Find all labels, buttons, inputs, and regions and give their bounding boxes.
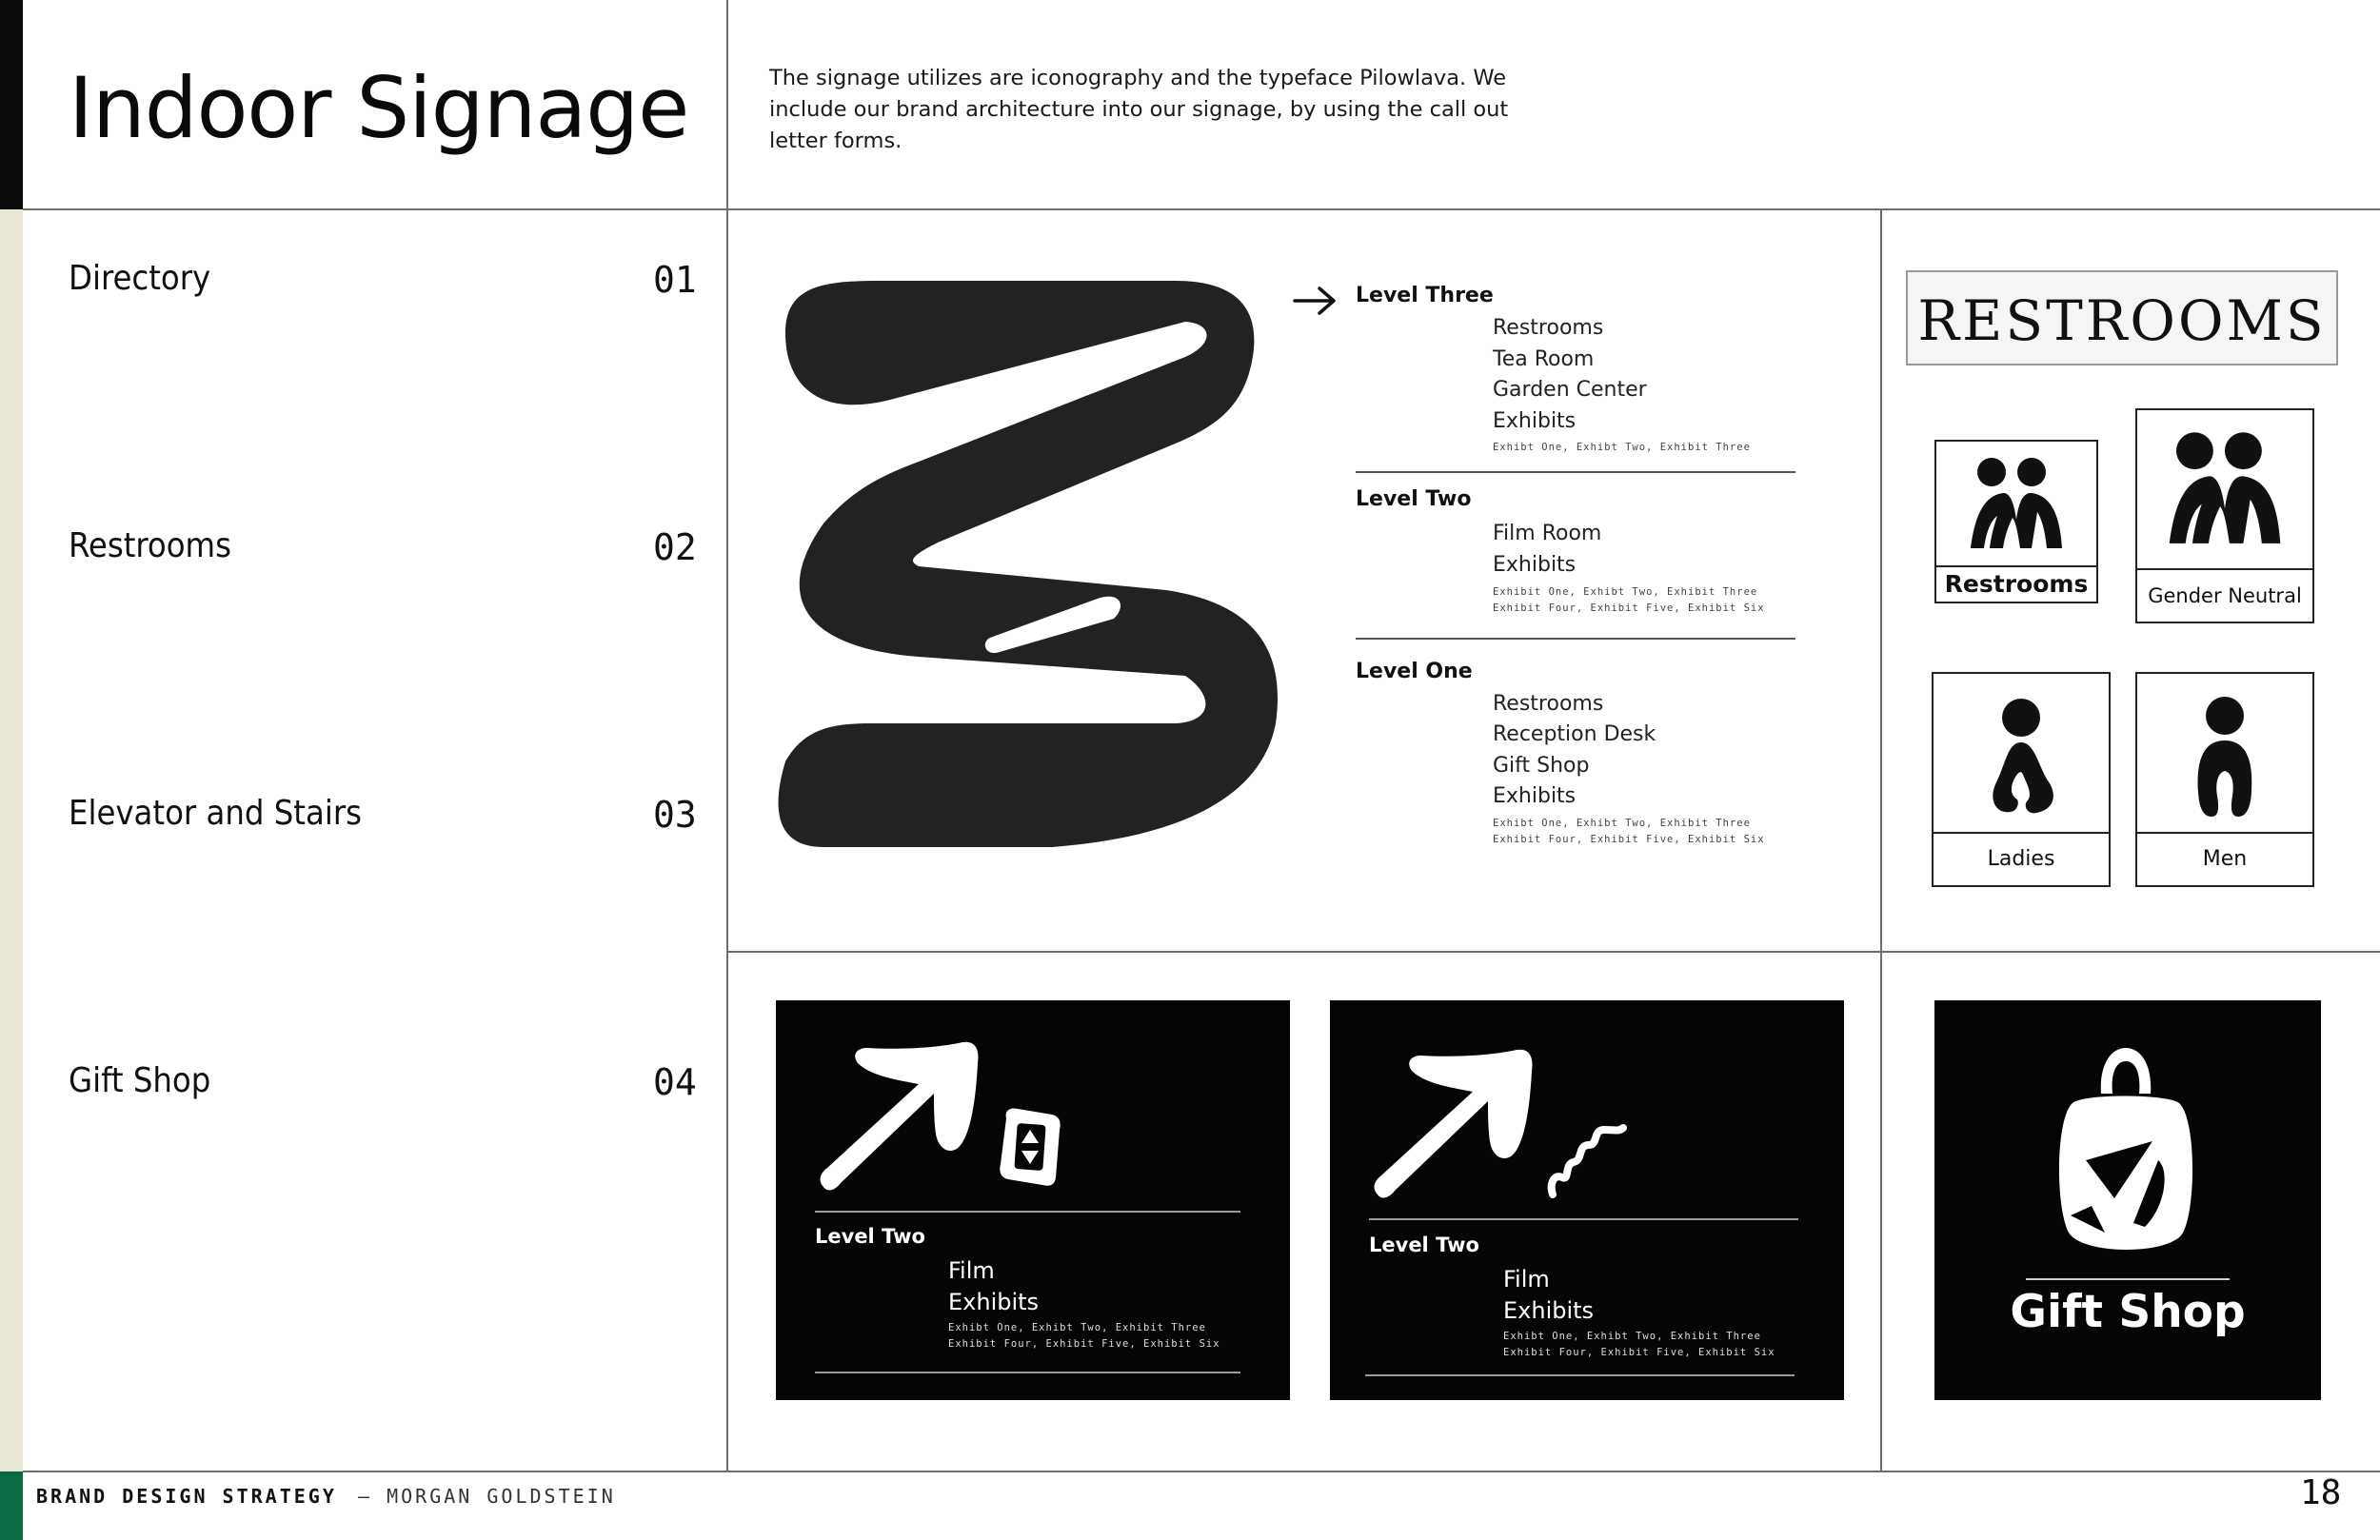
- arrow-right-icon: [1293, 284, 1339, 318]
- directory-destination: Restrooms: [1493, 316, 1604, 340]
- contents-item-label: Directory: [69, 259, 211, 298]
- contents-item-label: Restrooms: [69, 526, 231, 565]
- directory-level-name: Level Two: [1356, 487, 1472, 511]
- page-title: Indoor Signage: [69, 59, 689, 157]
- gift-shop-label: Gift Shop: [2010, 1286, 2246, 1338]
- directory-level-divider: [1356, 471, 1795, 473]
- restroom-sign-gender-neutral: [2135, 408, 2314, 623]
- accent-strip-cream: [0, 209, 23, 1471]
- divider-left-column: [726, 0, 728, 1471]
- sign-destination: Film: [1503, 1266, 1550, 1293]
- divider-middle-row: [727, 951, 2380, 953]
- directory-destination: Exhibits: [1493, 409, 1577, 433]
- restroom-sign-label: Restrooms: [1936, 565, 2096, 602]
- page-number: 18: [2300, 1473, 2342, 1512]
- directory-fine-print: Exhibt One, Exhibt Two, Exhibit Three: [1493, 818, 1751, 829]
- directory-destination: Exhibits: [1493, 553, 1577, 577]
- sign-divider: [2026, 1278, 2230, 1280]
- gift-shop-sign: [1934, 1000, 2321, 1400]
- shopping-bag-icon: [2053, 1046, 2196, 1257]
- sign-divider: [815, 1211, 1240, 1213]
- all-gender-pair-icon: [1963, 453, 2070, 556]
- sign-level-name: Level Two: [1369, 1234, 1479, 1256]
- footer-author: – MORGAN GOLDSTEIN: [358, 1485, 616, 1508]
- sign-destination: Exhibits: [948, 1289, 1040, 1315]
- brand-s-letterform-icon: [766, 276, 1299, 857]
- ladies-icon: [1979, 697, 2063, 820]
- directory-destination: Tea Room: [1493, 347, 1595, 371]
- sign-divider: [815, 1372, 1240, 1373]
- accent-strip-green: [0, 1471, 23, 1540]
- directory-destination: Garden Center: [1493, 378, 1647, 402]
- directory-level-name: Level Three: [1356, 284, 1494, 307]
- directory-fine-print: Exhibit Four, Exhibit Five, Exhibit Six: [1493, 834, 1765, 845]
- directory-level-name: Level One: [1356, 660, 1473, 683]
- sign-fine-print: Exhibt One, Exhibt Two, Exhibit Three: [1503, 1331, 1761, 1342]
- stairs-sign: [1330, 1000, 1844, 1400]
- elevator-icon: [997, 1107, 1063, 1187]
- sign-fine-print: Exhibt One, Exhibt Two, Exhibit Three: [948, 1322, 1206, 1333]
- men-icon: [2187, 697, 2263, 820]
- directory-destination: Restrooms: [1493, 692, 1604, 716]
- restroom-sign-label: Gender Neutral: [2137, 568, 2312, 622]
- elevator-sign: [776, 1000, 1290, 1400]
- contents-item-number: 01: [653, 259, 697, 301]
- directory-destination: Reception Desk: [1493, 722, 1656, 746]
- restroom-sign-men: [2135, 672, 2314, 887]
- sign-divider: [1369, 1218, 1798, 1220]
- all-gender-pair-icon: [2160, 427, 2290, 553]
- directory-fine-print: Exhibit One, Exhibt Two, Exhibit Three: [1493, 586, 1758, 598]
- directory-destination: Film Room: [1493, 522, 1602, 545]
- directory-destination: Gift Shop: [1493, 754, 1590, 778]
- stairs-icon: [1543, 1116, 1629, 1202]
- divider-header: [23, 208, 2380, 210]
- directory-destination: Exhibits: [1493, 784, 1577, 808]
- restrooms-banner-text: RESTROOMS: [1917, 288, 2327, 353]
- sign-divider: [1365, 1374, 1795, 1376]
- footer-brand: BRAND DESIGN STRATEGY: [36, 1485, 337, 1508]
- restroom-sign-ladies: [1932, 672, 2111, 887]
- restroom-sign-label: Ladies: [1934, 832, 2109, 885]
- contents-item-label: Gift Shop: [69, 1061, 211, 1100]
- intro-paragraph: The signage utilizes are iconography and the typeface Pilowlava. We include our brand architecture into our signage, by using the call out letter forms.: [769, 66, 1509, 153]
- sign-destination: Film: [948, 1257, 995, 1284]
- arrow-up-right-icon: [814, 1035, 985, 1196]
- divider-footer: [23, 1471, 2380, 1472]
- restrooms-banner: [1906, 270, 2338, 365]
- contents-item-number: 02: [653, 526, 697, 568]
- directory-fine-print: Exhibit Four, Exhibit Five, Exhibit Six: [1493, 602, 1765, 614]
- directory-fine-print: Exhibt One, Exhibt Two, Exhibit Three: [1493, 442, 1751, 453]
- sign-destination: Exhibits: [1503, 1297, 1595, 1324]
- contents-item-number: 03: [653, 794, 697, 836]
- contents-item-number: 04: [653, 1061, 697, 1103]
- accent-strip-black: [0, 0, 23, 209]
- sign-fine-print: Exhibit Four, Exhibit Five, Exhibit Six: [948, 1338, 1220, 1350]
- arrow-up-right-icon: [1368, 1042, 1539, 1204]
- sign-fine-print: Exhibit Four, Exhibit Five, Exhibit Six: [1503, 1347, 1775, 1358]
- restroom-sign-all-gender: [1934, 440, 2098, 603]
- contents-item-label: Elevator and Stairs: [69, 794, 363, 833]
- restroom-sign-label: Men: [2137, 832, 2312, 885]
- sign-level-name: Level Two: [815, 1225, 925, 1248]
- divider-right-column: [1880, 209, 1882, 1471]
- directory-level-divider: [1356, 638, 1795, 640]
